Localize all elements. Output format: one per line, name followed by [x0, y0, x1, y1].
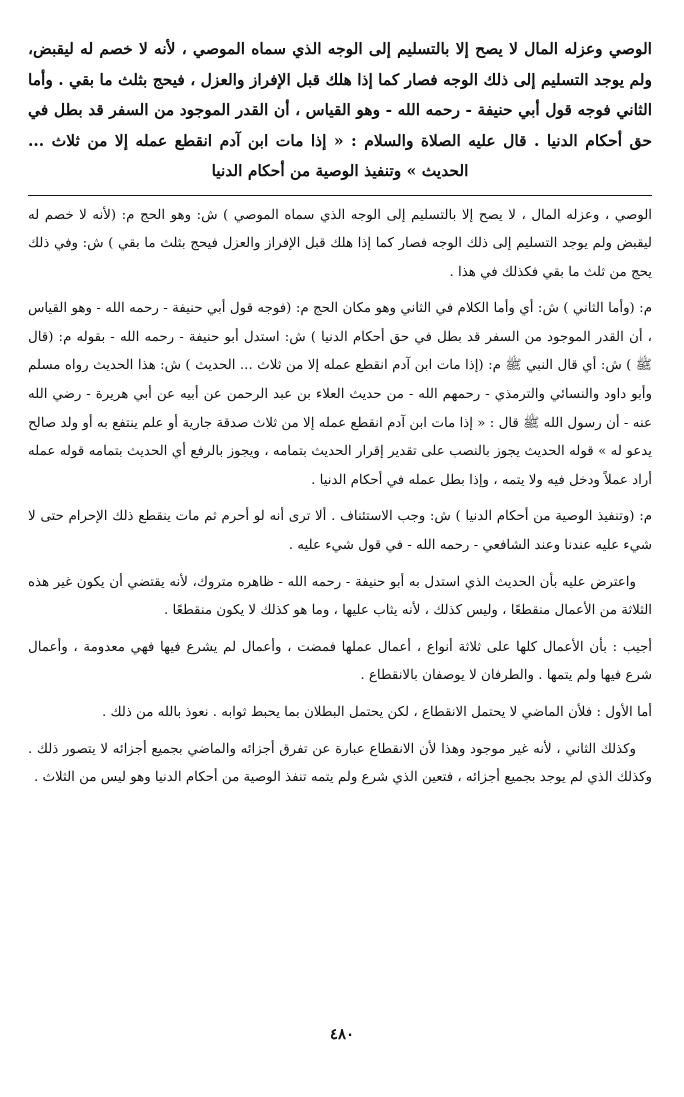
commentary-paragraph: الوصي ، وعزله المال ، لا يصح إلا بالتسليم إلى الوجه الذي سماه الموصي ) ش: وهو الحج م: (لأنه لا خصم له ليقبض ولم يوجد التسليم إلى ذلك الوجه فصار كما إذا هلك قبل الإفراز والعزل فيحج بثلث ما بقي ) ش: وفي ذلك يحج من ثلث ما بقي فكذلك في هذا .: [28, 207, 652, 280]
commentary-paragraph: وكذلك الثاني ، لأنه غير موجود وهذا لأن الانقطاع عبارة عن تفرق أجزائه والماضي بجميع أجزائه لا يتصور ذلك . وكذلك الذي لم يوجد بجميع أجزائه ، فتعين الذي شرع ولم يتمه تنفذ الوصية من أحكام الدنيا وهو ليس من الثلاث .: [28, 741, 652, 786]
commentary-paragraph: م: (وتنفيذ الوصية من أحكام الدنيا ) ش: وجب الاستئناف . ألا ترى أنه لو أحرم ثم مات ينقطع ذلك الإحرام حتى لا شيء عليه عندنا وعند الشافعي - رحمه الله - في قول شيء عليه .: [28, 509, 652, 554]
commentary-paragraph: م: (وأما الثاني ) ش: أي وأما الكلام في الثاني وهو مكان الحج م: (فوجه قول أبي حنيفة - رحمه الله - وهو القياس ، أن القدر الموجود من السفر قد بطل في حق أحكام الدنيا ) ش: استدل أبو حنيفة - رحمه الله - بقوله م: (قال ﷺ ) ش: أي قال النبي ﷺ م: (إذا مات ابن آدم انقطع عمله إلا من ثلاث ... الحديث ) ش: هذا الحديث رواه مسلم وأبو داود والنسائي والترمذي - رحمهم الله - من حديث العلاء بن عبد الرحمن عن أبيه عن أبي هريرة - رضي الله عنه - أن رسول الله ﷺ قال : « إذا مات ابن آدم انقطع عمله إلا من ثلاث صدقة جارية أو علم ينتفع به أو ولد صالح يدعو له » قوله الحديث يجوز بالنصب على تقدير إقرار الحديث بتمامه ، ويجوز بالرفع أي الحديث بتمامه قوله عمله أراد عملاً ودخل فيه ولا يتمه ، وإذا بطل عمله في أحكام الدنيا .: [28, 301, 652, 488]
commentary-paragraph: واعترض عليه بأن الحديث الذي استدل به أبو حنيفة - رحمه الله - ظاهره متروك، لأنه يقتضي أن يكون غير هذه الثلاثة من الأعمال منقطعًا ، وليس كذلك ، لأنه يثاب عليها ، وما هو كذلك لا يكون منقطعًا .: [28, 574, 652, 619]
main-text-paragraph: الوصي وعزله المال لا يصح إلا بالتسليم إلى الوجه الذي سماه الموصي ، لأنه لا خصم له ليقبض، ولم يوجد التسليم إلى ذلك الوجه فصار كما إذا هلك قبل الإفراز والعزل ، فيحج بثلث ما بقي . وأما الثاني فوجه قول أبي حنيفة - رحمه الله - وهو القياس ، أن القدر الموجود من السفر قد بطل في حق أحكام الدنيا . قال عليه الصلاة والسلام : « إذا مات ابن آدم انقطع عمله إلا من ثلاث ... الحديث » وتنفيذ الوصية من أحكام الدنيا: [28, 39, 652, 180]
commentary-paragraph: أما الأول : فلأن الماضي لا يحتمل الانقطاع ، لكن يحتمل البطلان بما يحبط ثوابه . نعوذ بالله من ذلك .: [101, 705, 652, 720]
commentary-block: [28, 202, 652, 793]
page-number: ٤٨٠: [329, 1025, 355, 1043]
commentary-paragraph: أجيب : بأن الأعمال كلها على ثلاثة أنواع ، أعمال عملها فمضت ، وأعمال لم يشرع فيها فهي معدومة ، وأعمال شرع فيها ولم يتمها . والطرفان لا يوصفان بالانقطاع .: [28, 639, 652, 684]
section-divider: [28, 195, 652, 196]
main-text-block: [28, 34, 652, 187]
book-page: [28, 34, 652, 1097]
